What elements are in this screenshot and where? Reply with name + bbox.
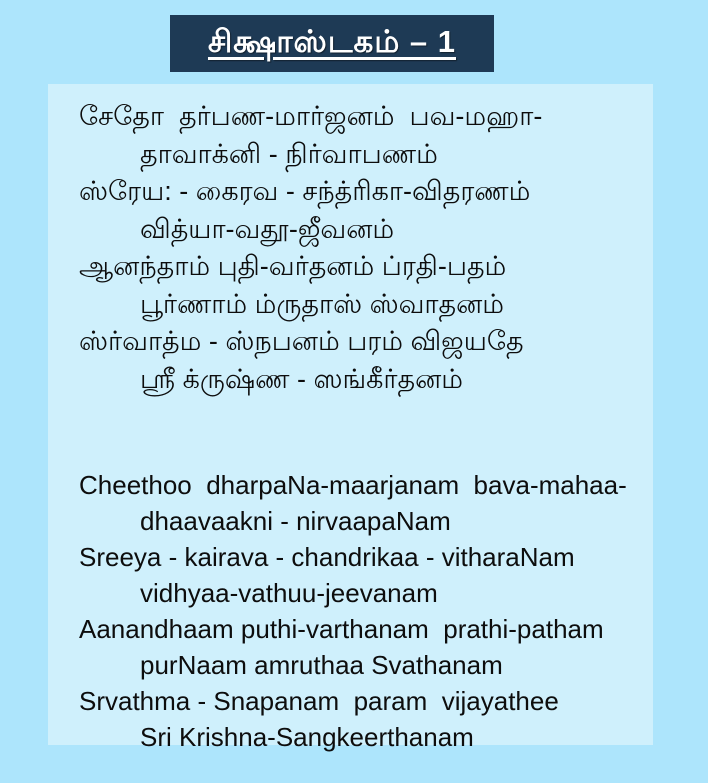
english-verse-line-8: Sri Krishna-Sangkeerthanam bbox=[140, 722, 474, 752]
tamil-verse-line-8: ஸ்ரீ க்ருஷ்ண - ஸங்கீர்தனம் bbox=[140, 363, 464, 394]
verse-block-spacer bbox=[79, 398, 633, 467]
tamil-verse-line-5: ஆனந்தாம் புதி-வர்தனம் ப்ரதி-பதம் bbox=[79, 251, 507, 281]
english-verse-line-6: purNaam amruthaa Svathanam bbox=[140, 650, 503, 680]
english-verse-line-4: vidhyaa-vathuu-jeevanam bbox=[140, 578, 438, 608]
english-verse-line-7: Srvathma - Snapanam param vijayathee bbox=[79, 686, 559, 716]
tamil-verse-line-2: தாவாக்னி - நிர்வாபணம் bbox=[140, 138, 438, 169]
english-verse-line-2: dhaavaakni - nirvaapaNam bbox=[140, 506, 451, 536]
tamil-verse-block bbox=[79, 98, 633, 398]
tamil-verse-line-3: ஸ்ரேய: - கைரவ - சந்த்ரிகா-விதரணம் bbox=[79, 176, 531, 206]
title-banner bbox=[170, 15, 494, 72]
english-verse-block bbox=[79, 467, 633, 755]
tamil-verse-line-4: வித்யா-வதூ-ஜீவனம் bbox=[140, 213, 395, 244]
english-verse-line-3: Sreeya - kairava - chandrikaa - vitharaNam bbox=[79, 542, 575, 572]
tamil-verse-line-6: பூர்ணாம் ம்ருதாஸ் ஸ்வாதனம் bbox=[140, 288, 505, 319]
verse-panel bbox=[48, 84, 653, 752]
tamil-verse-line-1: சேதோ தர்பண-மார்ஜனம் பவ-மஹா- bbox=[79, 101, 543, 131]
english-verse-line-1: Cheethoo dharpaNa-maarjanam bava-mahaa- bbox=[79, 470, 627, 500]
page-title: சிக்ஷாஸ்டகம் – 1 bbox=[207, 23, 456, 59]
tamil-verse-line-7: ஸ்ர்வாத்ம - ஸ்நபனம் பரம் விஜயதே bbox=[79, 326, 524, 356]
english-verse-line-5: Aanandhaam puthi-varthanam prathi-patham bbox=[79, 614, 604, 644]
